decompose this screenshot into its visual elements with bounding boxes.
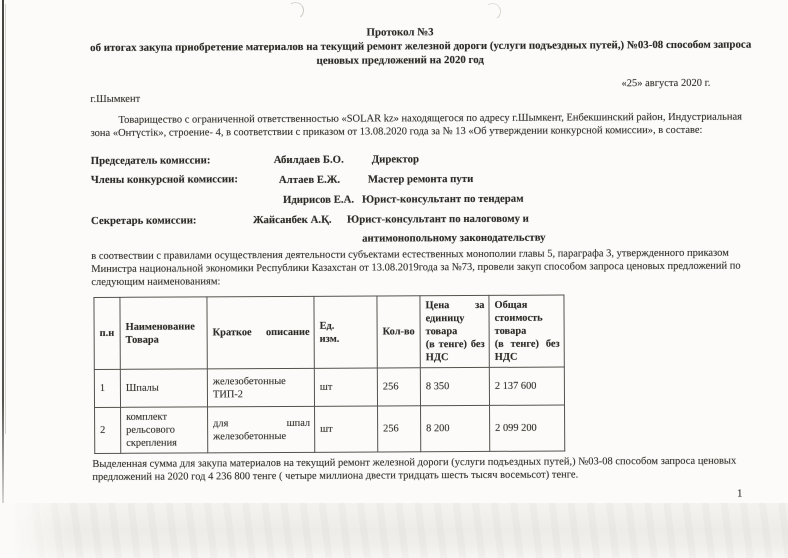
commission-position: Юрист-консультант по налоговому и [347, 212, 529, 226]
intro-paragraph [90, 111, 743, 140]
page-number: 1 [736, 487, 743, 500]
scan-bottom-band [0, 503, 788, 558]
rules-paragraph [91, 247, 741, 289]
cell-description: для шпал железобетонные [208, 406, 315, 453]
summary-line: предложений на 2020 год 4 236 800 тенге ( четыре миллиона двести тридцать шесть тысяч восемьсот) тенге. [92, 469, 579, 483]
scan-edge-line-faint [5, 4, 6, 434]
cell-name: Шпалы [120, 369, 207, 407]
header-cell-unit: Ед. изм. [314, 296, 377, 368]
summary-paragraph [92, 455, 744, 484]
commission-name: Идирисов Е.А. [282, 193, 355, 206]
rules-line: в соотвествии с правилами осуществления деятельности субъектами естественных монополии главы 5, параграфа 3, утвержденного приказом [91, 247, 729, 262]
cell-total-cost: 2 137 600 [489, 367, 564, 405]
document-title [90, 19, 752, 69]
cell-unit-price: 8 350 [420, 367, 489, 405]
document-page [90, 19, 752, 504]
cell-name: комплект рельсового скрепления [121, 407, 208, 453]
cell-quantity: 256 [378, 406, 421, 452]
commission-position: Директор [371, 153, 419, 166]
commission-position: антимонопольному законодательству [362, 231, 546, 245]
commission-name: Абилдаев Б.О. [273, 153, 344, 167]
commission-role: Члены конкурсной комиссии: [90, 173, 238, 186]
cell-description: железобетонные ТИП-2 [207, 368, 314, 407]
intro-line: зона «Онтүстік», строение- 4, в соответствии с приказом от 13.08.2020 года за № 13 «Об утверждении конкурсной комиссии», в составе: [90, 124, 703, 139]
title-line-2: об итогах закупа приобретение материалов на текущий ремонт железной дороги (услуги подъездных путей,) №03-08 способом запроса [90, 38, 752, 54]
header-cell-quantity: Кол-во [377, 296, 420, 368]
scan-edge-line [2, 0, 4, 534]
cell-unit: шт [314, 368, 377, 406]
header-cell-description: Краткое описание [207, 296, 314, 369]
scan-bottom-fade [0, 503, 70, 558]
title-line-3: ценовых предложений на 2020 год [316, 53, 484, 67]
scan-artifact-paren [482, 1, 502, 21]
commission-name: Алтаев Е.Ж. [278, 173, 341, 187]
summary-line: Выделенная сумма для закупа материалов на текущий ремонт железной дороги (услуги подъездных путей,) №03-08 способом запроса ценовых [92, 455, 737, 470]
document-date: «25» августа 2020 г. [621, 77, 711, 90]
table-row [95, 405, 565, 453]
commission-name: Жайсанбек А.Қ. [253, 213, 332, 227]
commission-role: Секретарь комиссии: [91, 214, 197, 227]
title-line-1: Протокол №3 [366, 26, 434, 39]
rules-line: Министра национальной экономики Республики Казахстан от 13.08.2019года за №73, провели закуп способом запроса ценовых предложений по [91, 260, 741, 275]
cell-unit-price: 8 200 [421, 405, 490, 451]
goods-table [93, 295, 565, 454]
header-cell-num: п.н [94, 297, 120, 369]
header-cell-unit-price: Цена за единицу товара (в тенге) без НДС [420, 295, 489, 367]
commission-position: Юрист-консультант по тендерам [361, 192, 524, 206]
intro-line: Товарищество с ограниченной ответственностью «SOLAR kz» находящегося по адресу г.Шымкент, Енбекшинский район, Индустриальная [118, 111, 743, 126]
cell-quantity: 256 [377, 368, 420, 406]
header-cell-total-cost: Общая стоимость товара (в тенге) без НДС [489, 295, 564, 367]
header-cell-name: Наименование Товара [120, 297, 207, 369]
cell-total-cost: 2 099 200 [490, 405, 565, 451]
cell-num: 2 [95, 407, 121, 453]
scan-artifact-paren [286, 1, 305, 20]
rules-line: следующим наименованиям: [91, 276, 221, 288]
cell-num: 1 [94, 369, 120, 407]
cell-unit: шт [315, 406, 378, 452]
table-row [94, 367, 564, 407]
commission-role: Председатель комиссии: [90, 154, 211, 167]
commission-position: Мастер ремонта пути [367, 172, 474, 186]
document-city: г.Шымкент [90, 93, 141, 105]
commission-list [91, 152, 711, 250]
table-header-row [94, 295, 564, 369]
